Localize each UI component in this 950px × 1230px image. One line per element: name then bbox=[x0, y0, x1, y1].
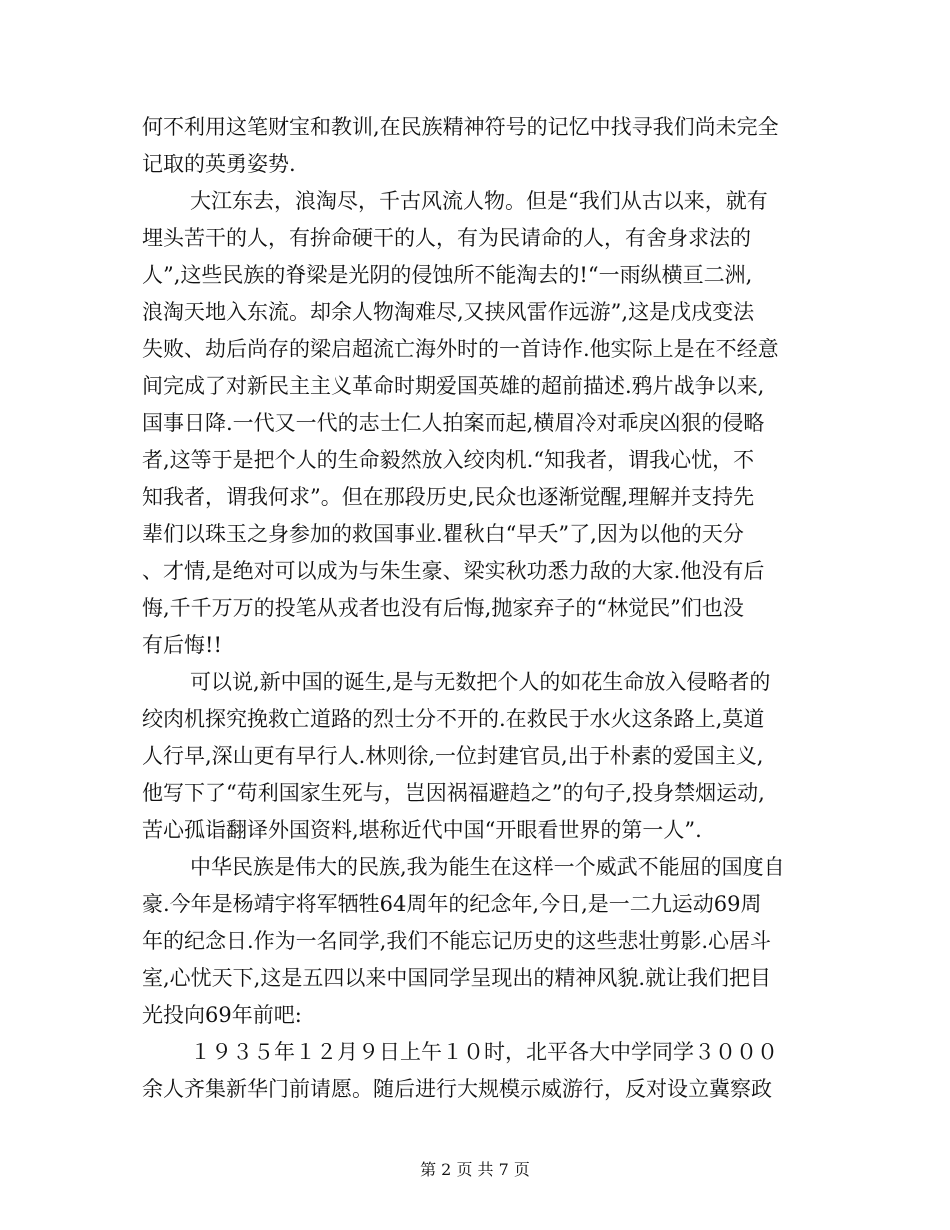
text-line: 中华民族是伟大的民族,我为能生在这样一个威武不能屈的国度自 bbox=[190, 855, 785, 879]
text-line: 有后悔!! bbox=[142, 633, 222, 657]
text-line: 豪.今年是杨靖宇将军牺牲64周年的纪念年,今日,是一二九运动69周 bbox=[142, 892, 762, 916]
text-line: 、才情,是绝对可以成为与朱生豪、梁实秋功悉力敌的大家.他没有后 bbox=[142, 559, 765, 583]
text-line: 可以说,新中国的诞生,是与无数把个人的如花生命放入侵略者的 bbox=[190, 670, 771, 694]
text-line: 浪淘天地入东流。却余人物淘难尽,又挟风雷作远游”,这是戊戌变法 bbox=[142, 300, 755, 324]
text-line: 他写下了“苟利国家生死与，岂因祸福避趋之”的句子,投身禁烟运动, bbox=[142, 781, 765, 805]
text-line: 人行早,深山更有早行人.林则徐,一位封建官员,出于朴素的爱国主义, bbox=[142, 744, 764, 768]
page-number-footer: 第 2 页 共 7 页 bbox=[420, 1160, 530, 1179]
text-line: 知我者，谓我何求”。但在那段历史,民众也逐渐觉醒,理解并支持先 bbox=[142, 485, 755, 509]
text-line: 记取的英勇姿势. bbox=[142, 152, 296, 176]
text-line: 悔,千千万万的投笔从戎者也没有后悔,抛家弃子的“林觉民”们也没 bbox=[142, 596, 744, 620]
text-line: 国事日降.一代又一代的志士仁人拍案而起,横眉冷对乖戾凶狠的侵略 bbox=[142, 411, 765, 435]
text-line: 年的纪念日.作为一名同学,我们不能忘记历史的这些悲壮剪影.心居斗 bbox=[142, 929, 772, 953]
text-line: 者,这等于是把个人的生命毅然放入绞肉机.“知我者，谓我心忧，不 bbox=[142, 448, 755, 472]
text-line: 何不利用这笔财宝和教训,在民族精神符号的记忆中找寻我们尚未完全 bbox=[142, 115, 779, 139]
text-line: 光投向69年前吧: bbox=[142, 1003, 302, 1027]
text-line: １９３５年１２月９日上午１０时，北平各大中学同学３０００ bbox=[190, 1040, 778, 1064]
text-line: 失败、劫后尚存的梁启超流亡海外时的一首诗作.他实际上是在不经意 bbox=[142, 337, 779, 361]
text-line: 苦心孤诣翻译外国资料,堪称近代中国“开眼看世界的第一人”. bbox=[142, 818, 702, 842]
text-line: 辈们以珠玉之身参加的救国事业.瞿秋白“早夭”了,因为以他的天分 bbox=[142, 522, 744, 546]
text-line: 间完成了对新民主主义革命时期爱国英雄的超前描述.鸦片战争以来, bbox=[142, 374, 765, 398]
text-line: 埋头苦干的人，有拚命硬干的人，有为民请命的人，有舍身求法的 bbox=[142, 226, 751, 250]
text-line: 室,心忧天下,这是五四以来中国同学呈现出的精神风貌.就让我们把目 bbox=[142, 966, 772, 990]
text-line: 余人齐集新华门前请愿。随后进行大规模示威游行，反对设立冀察政 bbox=[142, 1077, 772, 1101]
text-line: 绞肉机探究挽救亡道路的烈士分不开的.在救民于水火这条路上,莫道 bbox=[142, 707, 765, 731]
text-line: 大江东去，浪淘尽，千古风流人物。但是“我们从古以来，就有 bbox=[190, 189, 768, 213]
text-line: 人”,这些民族的脊梁是光阴的侵蚀所不能淘去的!“一雨纵横亘二洲, bbox=[142, 263, 753, 287]
